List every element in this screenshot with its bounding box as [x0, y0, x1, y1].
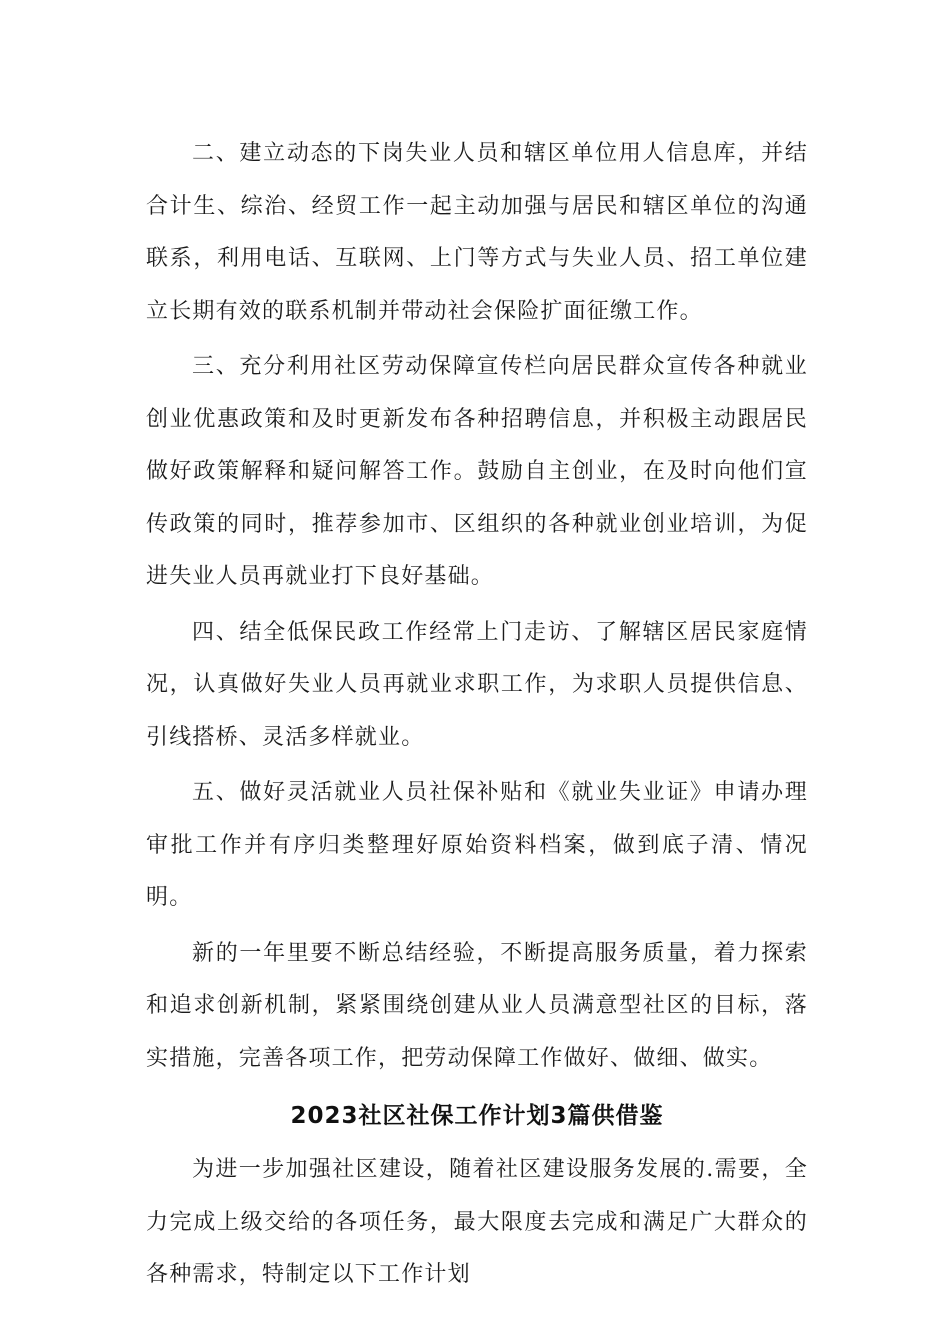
paragraph-2: 二、建立动态的下岗失业人员和辖区单位用人信息库，并结合计生、综治、经贸工作一起主动加强与居民和辖区单位的沟通联系，利用电话、互联网、上门等方式与失业人员、招工单位建立长期有效的联系机制并带动社会保险扩面征缴工作。: [146, 141, 808, 324]
paragraph-5: 五、做好灵活就业人员社保补贴和《就业失业证》申请办理审批工作并有序归类整理好原始资料档案，做到底子清、情况明。: [146, 780, 808, 910]
paragraph-intro: 为进一步加强社区建设，随着社区建设服务发展的.需要，全力完成上级交给的各项任务，最大限度去完成和满足广大群众的各种需求，特制定以下工作计划: [146, 1157, 808, 1287]
paragraph-4: 四、结全低保民政工作经常上门走访、了解辖区居民家庭情况，认真做好失业人员再就业求职工作，为求职人员提供信息、引线搭桥、灵活多样就业。: [146, 619, 808, 750]
paragraph-summary: 新的一年里要不断总结经验，不断提高服务质量，着力探索和追求创新机制，紧紧围绕创建从业人员满意型社区的目标，落实措施，完善各项工作，把劳动保障工作做好、做细、做实。: [146, 940, 808, 1071]
paragraph-3: 三、充分利用社区劳动保障宣传栏向居民群众宣传各种就业创业优惠政策和及时更新发布各种招聘信息，并积极主动跟居民做好政策解释和疑问解答工作。鼓励自主创业，在及时向他们宣传政策的同时，推荐参加市、区组织的各种就业创业培训，为促进失业人员再就业打下良好基础。: [146, 354, 808, 589]
document-body: [146, 128, 808, 1305]
section-title: 2023社区社保工作计划3篇供借鉴: [290, 1103, 664, 1129]
